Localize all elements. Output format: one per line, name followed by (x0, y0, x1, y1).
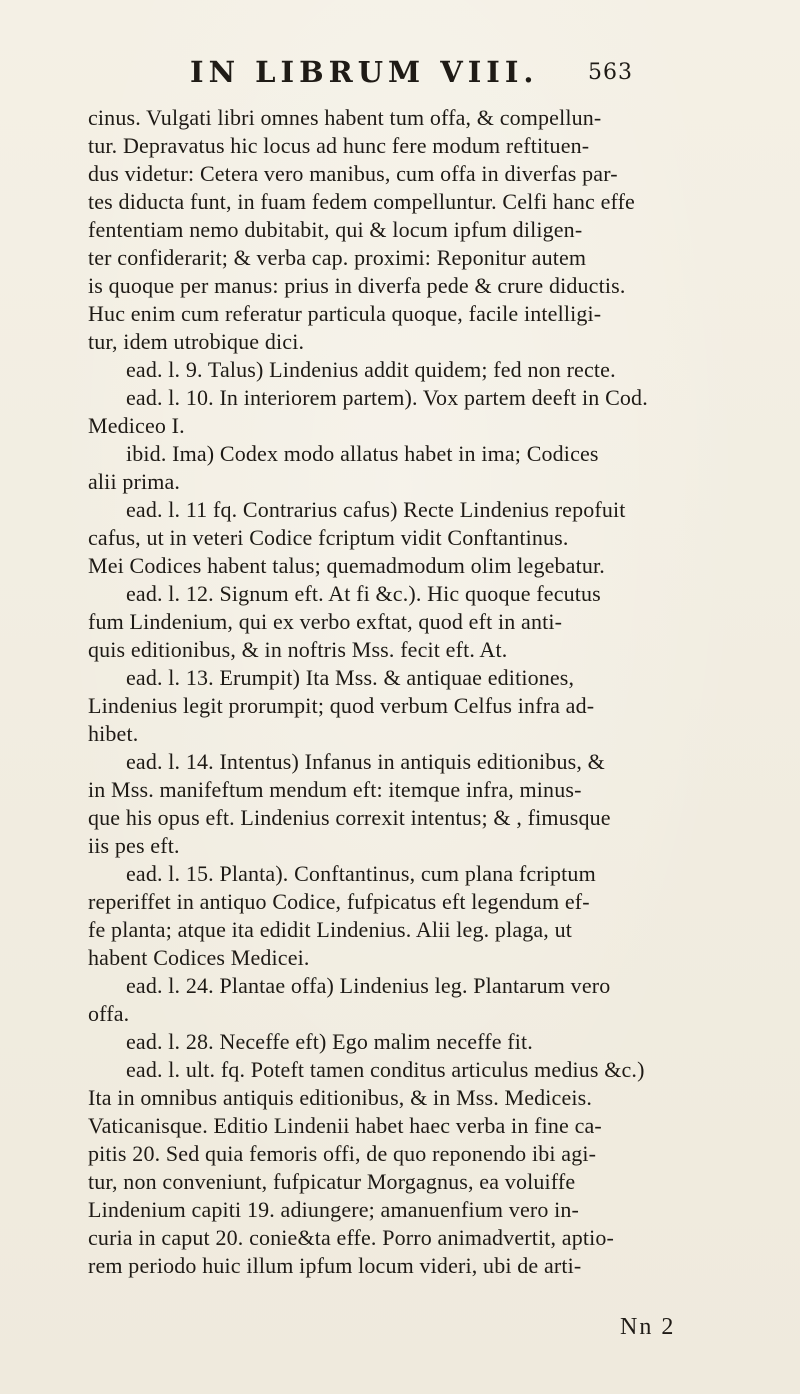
text-line: fe planta; atque ita edidit Lindenius. Alii leg. plaga, ut (88, 917, 573, 942)
text-line: Mediceo I. (88, 413, 185, 438)
text-line: dus videtur: Cetera vero manibus, cum offa in diverfas par- (88, 161, 618, 186)
text-line: offa. (88, 1001, 130, 1026)
text-line: tur. Depravatus hic locus ad hunc fere modum reftituen- (88, 133, 590, 158)
text-line: ter confiderarit; & verba cap. proximi: Reponitur autem (88, 245, 587, 270)
text-line: habent Codices Medicei. (88, 945, 310, 970)
text-line: quis editionibus, & in noftris Mss. fecit eft. At. (88, 637, 508, 662)
printer-signature: Nn 2 (620, 1314, 676, 1340)
text-line: Mei Codices habent talus; quemadmodum olim legebatur. (88, 553, 605, 578)
text-line: Lindenius legit prorumpit; quod verbum Celfus infra ad- (88, 693, 595, 718)
text-line: tur, non conveniunt, fufpicatur Morgagnus, ea voluiffe (88, 1169, 576, 1194)
text-line: ead. l. 15. Planta). Conftantinus, cum plana fcriptum (126, 861, 596, 886)
text-line: ead. l. 28. Neceffe eft) Ego malim neceffe fit. (126, 1029, 533, 1054)
text-line: Huc enim cum referatur particula quoque, facile intelligi- (88, 301, 602, 326)
text-line: rem periodo huic illum ipfum locum videri, ubi de arti- (88, 1253, 582, 1278)
page-number: 563 (588, 60, 633, 85)
text-line: Lindenium capiti 19. adiungere; amanuenfium vero in- (88, 1197, 580, 1222)
text-line: ead. l. 9. Talus) Lindenius addit quidem; fed non recte. (126, 357, 616, 382)
running-head: IN LIBRUM VIII. (190, 55, 539, 89)
text-line: que his opus eft. Lindenius correxit intentus; & , fimusque (88, 805, 611, 830)
text-line: ibid. Ima) Codex modo allatus habet in ima; Codices (126, 441, 599, 466)
text-line: cafus, ut in veteri Codice fcriptum vidit Conftantinus. (88, 525, 569, 550)
text-line: alii prima. (88, 469, 181, 494)
text-line: ead. l. 24. Plantae offa) Lindenius leg. Plantarum vero (126, 973, 611, 998)
text-line: hibet. (88, 721, 139, 746)
text-line: ead. l. 14. Intentus) Infanus in antiquis editionibus, & (126, 749, 605, 774)
text-line: Vaticanisque. Editio Lindenii habet haec verba in fine ca- (88, 1113, 602, 1138)
text-line: is quoque per manus: prius in diverfa pede & crure diductis. (88, 273, 626, 298)
text-line: in Mss. manifeftum mendum eft: itemque infra, minus- (88, 777, 582, 802)
text-line: pitis 20. Sed quia femoris offi, de quo reponendo ibi agi- (88, 1141, 597, 1166)
text-line: iis pes eft. (88, 833, 180, 858)
text-line: ead. l. 11 fq. Contrarius cafus) Recte Lindenius repofuit (126, 497, 626, 522)
commentary-body (88, 104, 758, 1294)
text-line: tes diducta funt, in fuam fedem compelluntur. Celfi hanc effe (88, 189, 635, 214)
text-line: ead. l. 10. In interiorem partem). Vox partem deeft in Cod. (126, 385, 648, 410)
page-header (190, 55, 633, 95)
text-line: ead. l. 12. Signum eft. At fi &c.). Hic quoque fecutus (126, 581, 601, 606)
text-line: fententiam nemo dubitabit, qui & locum ipfum diligen- (88, 217, 583, 242)
text-line: reperiffet in antiquo Codice, fufpicatus eft legendum ef- (88, 889, 590, 914)
text-line: fum Lindenium, qui ex verbo exftat, quod eft in anti- (88, 609, 563, 634)
text-line: tur, idem utrobique dici. (88, 329, 305, 354)
text-line: ead. l. 13. Erumpit) Ita Mss. & antiquae editiones, (126, 665, 575, 690)
text-line: cinus. Vulgati libri omnes habent tum offa, & compellun- (88, 105, 602, 130)
text-line: curia in caput 20. conie&ta effe. Porro animadvertit, aptio- (88, 1225, 615, 1250)
text-line: Ita in omnibus antiquis editionibus, & in Mss. Mediceis. (88, 1085, 592, 1110)
text-line: ead. l. ult. fq. Poteft tamen conditus articulus medius &c.) (126, 1057, 645, 1082)
